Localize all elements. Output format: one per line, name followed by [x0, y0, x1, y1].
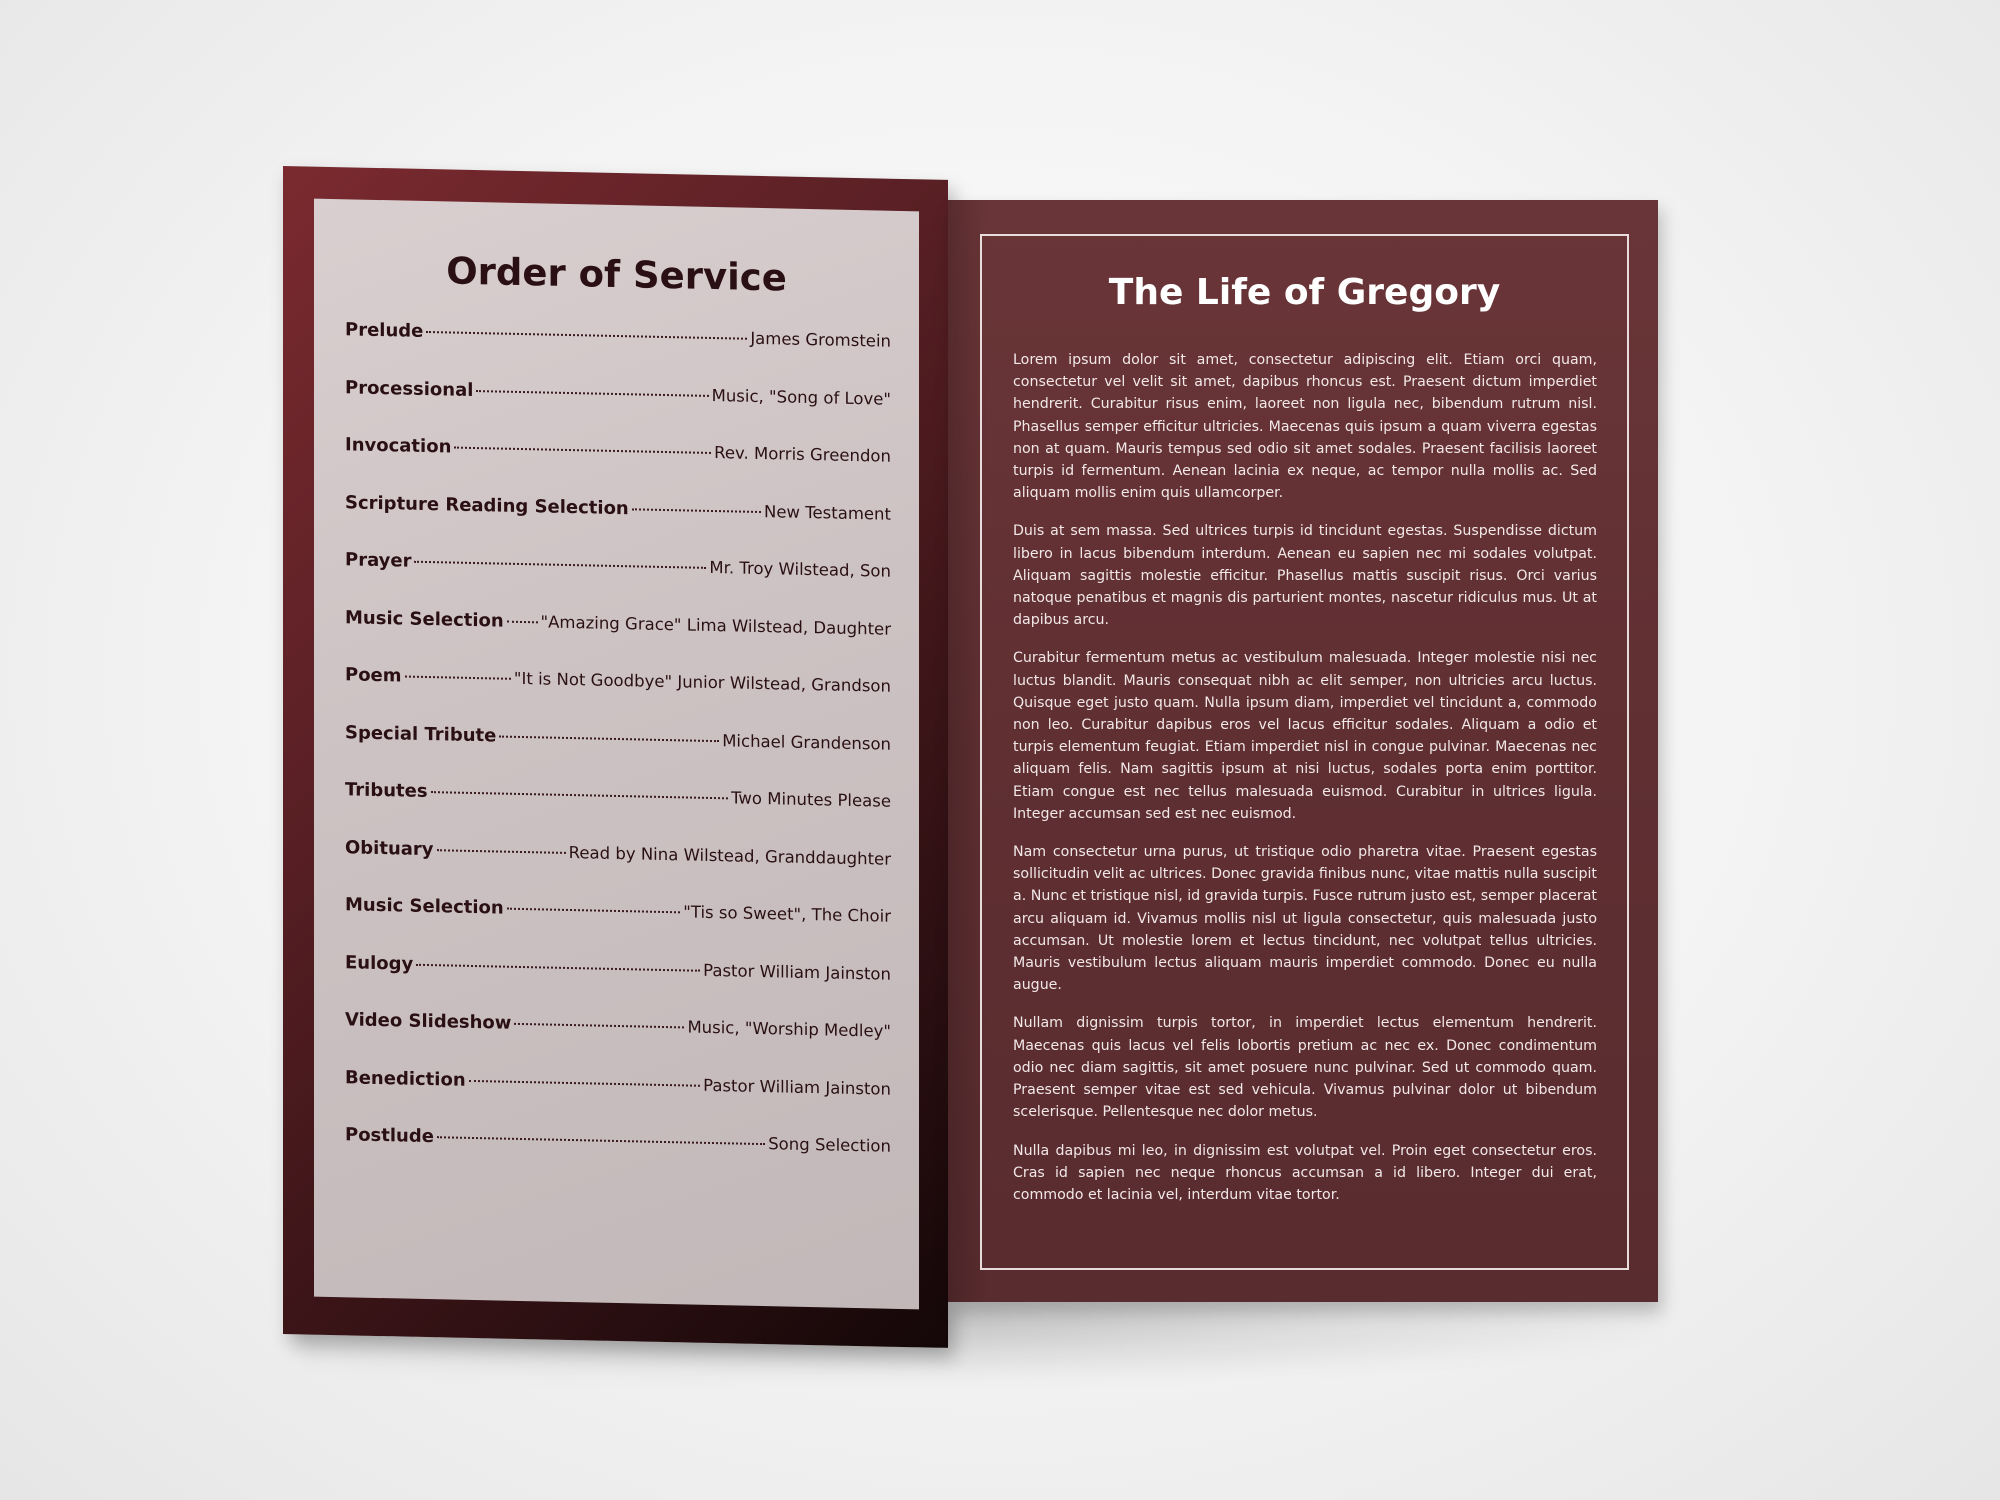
- life-story-paragraph: Curabitur fermentum metus ac vestibulum malesuada. Integer molestie nisi nec luctus blandit. Mauris consequat nibh ac elit semper, non ultricies arcu luctus. Quisque eget justo quam. Nulla ipsum diam, imperdiet vel tincidunt a, commodo non leo. Curabitur dapibus eros vel lacus efficitur sodales. Aliquam a odio et turpis elementum feugiat. Etiam imperdiet nisl in congue pulvinar. Maecenas nec aliquam felis. Nam sagittis ipsum at nisi luctus, sodales porta enim porttitor. Etiam congue est nec tellus malesuada euismod. Curabitur in ultrices ligula. Integer accumsan sed est nec euismod.: [1013, 650, 1597, 822]
- service-item-label: Processional: [345, 376, 474, 401]
- service-item-value: James Gromstein: [750, 328, 891, 351]
- service-item-value: Rev. Morris Greendon: [714, 443, 891, 466]
- service-item-label: Obituary: [345, 836, 434, 860]
- life-story-body: [1013, 349, 1597, 1222]
- leader-dots: [437, 1136, 765, 1145]
- life-story-title: The Life of Gregory: [1108, 272, 1501, 313]
- service-item-value: New Testament: [764, 501, 891, 524]
- left-page: [283, 166, 948, 1348]
- service-item: [345, 1124, 891, 1193]
- leader-dots: [476, 390, 708, 397]
- leader-dots: [454, 447, 711, 454]
- service-item-label: Postlude: [345, 1124, 434, 1148]
- service-item-label: Prelude: [345, 319, 424, 342]
- service-item-value: Music, "Worship Medley": [687, 1017, 891, 1041]
- leader-dots: [469, 1079, 700, 1086]
- leader-dots: [405, 676, 511, 680]
- life-story-frame: [980, 234, 1629, 1270]
- life-story-paragraph: Nulla dapibus mi leo, in dignissim est volutpat vel. Proin eget consectetur eros. Cras id sapien nec neque rhoncus accumsan a id libero. Integer dui erat, commodo et lacinia vel, interdum vitae tortor.: [1013, 1142, 1597, 1203]
- service-item-label: Poem: [345, 664, 402, 687]
- service-item-value: Song Selection: [768, 1134, 891, 1156]
- service-item-label: Music Selection: [345, 894, 504, 919]
- leader-dots: [437, 849, 566, 854]
- service-item-value: "Amazing Grace" Lima Wilstead, Daughter: [540, 611, 891, 639]
- service-item-value: "It is Not Goodbye" Junior Wilstead, Grandson: [513, 668, 891, 696]
- order-of-service-title: Order of Service: [446, 249, 787, 300]
- service-item-label: Scripture Reading Selection: [345, 491, 629, 519]
- service-item-value: "Tis so Sweet", The Choir: [683, 902, 891, 926]
- service-item-label: Special Tribute: [345, 721, 497, 746]
- service-item-label: Video Slideshow: [345, 1009, 512, 1034]
- service-item-label: Music Selection: [345, 606, 504, 632]
- leader-dots: [414, 561, 706, 569]
- life-story-paragraph: Nullam dignissim turpis tortor, in imperdiet lectus elementum hendrerit. Maecenas quis lacus vel felis lobortis pretium ac nec ex. Donec condimentum odio nec diam sagittis, sit amet posuere nunc pulvinar. Sed ut commodo quam. Praesent semper vitae est sed vehicula. Vivamus pulvinar dolor ut bibendum scelerisque. Pellentesque nec dolor metus.: [1013, 1015, 1597, 1121]
- life-story-paragraph: Nam consectetur urna purus, ut tristique odio pharetra vitae. Praesent egestas sollicitudin velit ac ultrices. Donec gravida finibus nunc, vitae mattis nulla suscipit a. Nunc et tristique nisl, id gravida turpis. Fusce rutrum justo est, semper placerat arcu aliquam id. Vivamus mollis nisl ut ligula consectetur, quis malesuada justo accumsan. Ut molestie lorem et lectus tincidunt, nec volutpat tellus ultricies. Mauris vestibulum lectus aliquam mauris imperdiet commodo. Donec eu nulla augue.: [1013, 844, 1597, 994]
- right-page: [948, 200, 1658, 1302]
- leader-dots: [499, 735, 719, 742]
- order-of-service-panel: [314, 199, 919, 1310]
- service-list: [345, 319, 891, 1193]
- service-item-value: Read by Nina Wilstead, Granddaughter: [568, 842, 891, 869]
- leader-dots: [416, 963, 700, 971]
- leader-dots: [507, 908, 681, 914]
- service-item-value: Two Minutes Please: [731, 788, 891, 811]
- leader-dots: [514, 1023, 684, 1029]
- service-item-label: Tributes: [345, 779, 428, 803]
- leader-dots: [632, 508, 761, 513]
- service-item-label: Invocation: [345, 434, 452, 458]
- service-item-label: Benediction: [345, 1066, 466, 1091]
- service-item-value: Music, "Song of Love": [711, 385, 891, 409]
- service-item-value: Mr. Troy Wilstead, Son: [709, 557, 891, 581]
- service-item-label: Eulogy: [345, 951, 414, 975]
- leader-dots: [431, 791, 728, 799]
- service-item-value: Michael Grandenson: [722, 730, 891, 754]
- service-item-value: Pastor William Jainston: [703, 960, 891, 984]
- service-item-value: Pastor William Jainston: [703, 1075, 891, 1099]
- leader-dots: [507, 620, 538, 623]
- leader-dots: [426, 331, 747, 340]
- life-story-paragraph: Duis at sem massa. Sed ultrices turpis id tincidunt egestas. Suspendisse dictum libero in lacus bibendum interdum. Aenean eu sapien nec mi sodales volutpat. Aliquam sagittis molestie efficitur. Phasellus mattis suscipit risus. Orci varius natoque penatibus et magnis dis parturient montes, nascetur ridiculus mus. Ut at dapibus arcu.: [1013, 523, 1597, 629]
- service-item-label: Prayer: [345, 549, 412, 572]
- life-story-paragraph: Lorem ipsum dolor sit amet, consectetur adipiscing elit. Etiam orci quam, consectetur vel velit sit amet, dapibus rhoncus est. Praesent dictum imperdiet hendrerit. Curabitur risus enim, laoreet non ligula nec, bibendum rutrum nisl. Phasellus semper efficitur ultricies. Maecenas quis ipsum a quam viverra egestas non at quam. Mauris tempus sed odio sit amet sodales. Praesent facilisis laoreet turpis id fermentum. Aenean lacinia ex neque, ac tempor nulla mollis ac. Sed aliquam mollis enim quis ullamcorper.: [1013, 352, 1597, 502]
